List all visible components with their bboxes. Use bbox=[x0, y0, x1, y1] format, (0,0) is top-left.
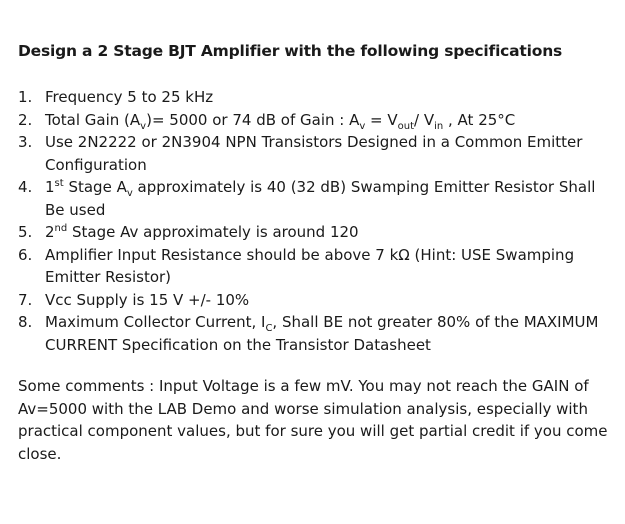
text-run: Stage A bbox=[63, 178, 127, 196]
spec-item-5 bbox=[18, 221, 618, 244]
spec-text-frequency: Frequency 5 to 25 kHz bbox=[45, 88, 214, 106]
spec-text-first-stage bbox=[45, 176, 618, 221]
specifications-list bbox=[18, 86, 618, 356]
text-run: , Shall BE not greater 80% of the MAXIMUM CURRENT Specification on the Transistor Datasheet bbox=[45, 313, 599, 354]
spec-text-input-resistance: Amplifier Input Resistance should be above 7 kΩ (Hint: USE Swamping Emitter Resistor) bbox=[45, 245, 575, 286]
subscript: v bbox=[359, 120, 366, 132]
subscript: v bbox=[126, 188, 133, 199]
text-run: , At 25°C bbox=[443, 110, 516, 129]
spec-item-6 bbox=[18, 244, 618, 289]
spec-number: 5. bbox=[18, 223, 33, 241]
spec-text-vcc-supply: Vcc Supply is 15 V +/- 10% bbox=[45, 290, 250, 309]
comments-paragraph: Some comments : Input Voltage is a few mV. You may not reach the GAIN of Av=5000 with the LAB Demo and worse simulation analysis, especially with practical component values, but for sure you will get partial credit if you come close. bbox=[18, 377, 608, 463]
subscript: v bbox=[140, 120, 147, 132]
spec-item-2 bbox=[18, 109, 618, 132]
spec-number: 6. bbox=[18, 245, 33, 264]
superscript: nd bbox=[54, 223, 68, 234]
text-run: / V bbox=[414, 110, 435, 129]
text-run: = V bbox=[365, 110, 398, 129]
text-run: 2 bbox=[45, 223, 55, 241]
spec-number: 4. bbox=[18, 178, 33, 196]
spec-text-second-stage bbox=[45, 221, 618, 244]
spec-item-3 bbox=[18, 131, 618, 176]
text-run: 1 bbox=[45, 178, 55, 196]
text-run: Maximum Collector Current, I bbox=[45, 313, 266, 331]
text-run: approximately is 40 (32 dB) Swamping Emitter Resistor Shall Be used bbox=[45, 178, 596, 219]
spec-text-collector-current bbox=[45, 311, 618, 356]
spec-number: 7. bbox=[18, 290, 33, 309]
spec-number: 8. bbox=[18, 313, 33, 331]
document-title: Design a 2 Stage BJT Amplifier with the following specifications bbox=[18, 42, 563, 60]
spec-number: 3. bbox=[18, 133, 33, 151]
text-run: Stage Av approximately is around 120 bbox=[67, 223, 359, 241]
spec-item-1 bbox=[18, 86, 618, 109]
spec-number: 2. bbox=[18, 110, 33, 129]
superscript: st bbox=[54, 178, 64, 189]
subscript: out bbox=[397, 120, 415, 132]
spec-text-total-gain bbox=[45, 109, 618, 132]
spec-text-transistors: Use 2N2222 or 2N3904 NPN Transistors Designed in a Common Emitter Configuration bbox=[45, 133, 583, 174]
subscript: C bbox=[265, 323, 273, 334]
text-run: )= 5000 or 74 dB of Gain : A bbox=[146, 110, 360, 129]
spec-item-7 bbox=[18, 289, 618, 312]
subscript: in bbox=[434, 120, 444, 132]
text-run: Total Gain (A bbox=[45, 110, 141, 129]
spec-item-8 bbox=[18, 311, 618, 356]
spec-number: 1. bbox=[18, 88, 33, 106]
spec-item-4 bbox=[18, 176, 618, 221]
